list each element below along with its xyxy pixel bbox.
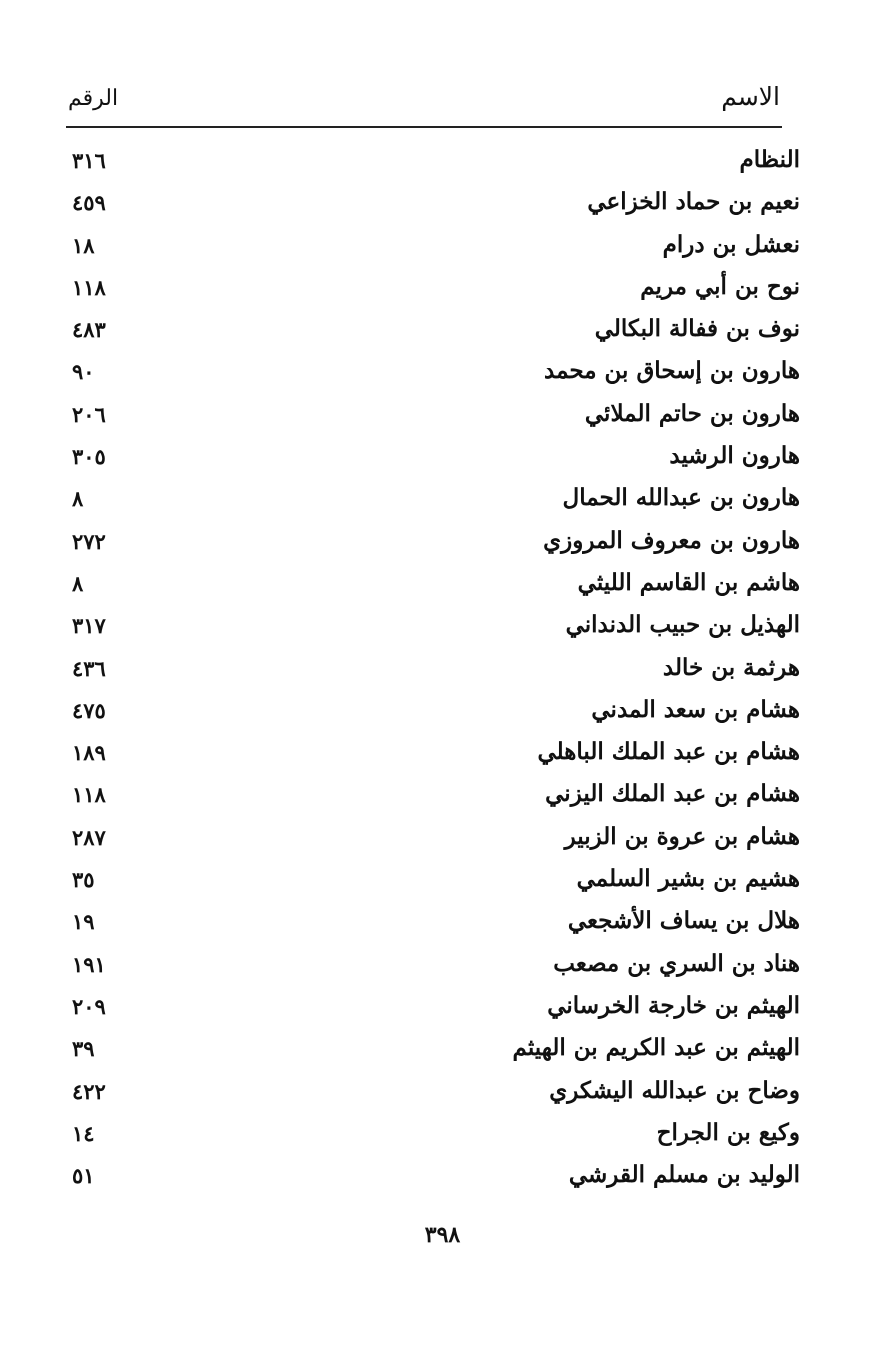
- entry-page-number: ٨: [72, 486, 84, 512]
- index-entry: [60, 859, 800, 901]
- entry-page-number: ١٨٩: [72, 740, 106, 766]
- index-entry: [60, 478, 800, 520]
- entry-name: هارون الرشيد: [669, 442, 800, 470]
- entry-page-number: ٣٥: [72, 867, 95, 893]
- entry-name: هشام بن عبد الملك الباهلي: [537, 738, 800, 766]
- entry-name: هناد بن السري بن مصعب: [553, 949, 800, 977]
- page-number: ٣٩٨: [424, 1222, 461, 1248]
- entry-name: نعشل بن درام: [662, 230, 800, 258]
- entry-page-number: ٢٠٩: [72, 993, 106, 1019]
- entry-page-number: ٥١: [72, 1163, 95, 1189]
- entry-page-number: ٤٨٣: [72, 317, 106, 343]
- index-entry: [60, 1155, 800, 1197]
- index-entry: [60, 817, 800, 859]
- entry-page-number: ٢٠٦: [72, 401, 106, 427]
- entry-name: هارون بن إسحاق بن محمد: [544, 357, 800, 385]
- index-entry: [60, 521, 800, 563]
- entry-name: هارون بن معروف المروزي: [543, 526, 800, 554]
- index-entry: [60, 1028, 800, 1070]
- index-entry: [60, 605, 800, 647]
- entry-name: هشام بن عروة بن الزبير: [564, 822, 800, 850]
- entry-name: نوح بن أبي مريم: [640, 272, 800, 300]
- entry-name: النظام: [739, 146, 800, 173]
- entry-name: وكيع بن الجراح: [656, 1118, 800, 1146]
- index-entry: [60, 182, 800, 224]
- entry-name: هارون بن عبدالله الحمال: [562, 484, 800, 512]
- name-column-heading: الاسم: [721, 82, 780, 111]
- entry-page-number: ٤٧٥: [72, 697, 106, 723]
- index-entry: [60, 732, 800, 774]
- entry-page-number: ٨: [72, 570, 84, 596]
- entry-name: هاشم بن القاسم الليثي: [577, 568, 800, 596]
- index-entry: [60, 436, 800, 478]
- index-entry: [60, 901, 800, 943]
- index-entry: [60, 140, 800, 182]
- entry-name: هشام بن سعد المدني: [591, 695, 800, 723]
- index-entry: [60, 394, 800, 436]
- index-entry: [60, 648, 800, 690]
- index-entry: [60, 309, 800, 351]
- index-entry: [60, 351, 800, 393]
- entry-name: هشيم بن بشير السلمي: [576, 865, 800, 893]
- index-entry: [60, 774, 800, 816]
- entry-page-number: ٣١٧: [72, 613, 106, 639]
- entry-page-number: ١٤: [72, 1120, 95, 1146]
- entry-name: نعيم بن حماد الخزاعي: [587, 188, 800, 216]
- index-entry: [60, 1071, 800, 1113]
- index-entry: [60, 986, 800, 1028]
- entry-page-number: ٤٣٦: [72, 655, 106, 681]
- entry-page-number: ٣٩: [72, 1036, 95, 1062]
- entry-name: هلال بن يساف الأشجعي: [567, 907, 800, 935]
- entry-name: وضاح بن عبدالله اليشكري: [549, 1076, 800, 1104]
- entry-name: هرثمة بن خالد: [662, 653, 800, 681]
- header-divider: [66, 126, 782, 128]
- entry-page-number: ٣٠٥: [72, 444, 106, 470]
- entry-page-number: ٤٢٢: [72, 1078, 106, 1104]
- index-list: [60, 140, 800, 1197]
- entry-name: نوف بن ففالة البكالي: [594, 315, 800, 343]
- entry-page-number: ٢٨٧: [72, 824, 106, 850]
- number-column-heading: الرقم: [68, 86, 119, 111]
- entry-page-number: ٣١٦: [72, 148, 106, 173]
- entry-page-number: ١٩: [72, 909, 95, 935]
- entry-page-number: ١١٨: [72, 782, 106, 808]
- index-entry: [60, 690, 800, 732]
- entry-page-number: ١٩١: [72, 951, 106, 977]
- entry-page-number: ١١٨: [72, 274, 106, 300]
- index-header: [66, 82, 782, 124]
- index-entry: [60, 267, 800, 309]
- entry-page-number: ٢٧٢: [72, 528, 106, 554]
- entry-name: هشام بن عبد الملك اليزني: [545, 780, 800, 808]
- index-entry: [60, 944, 800, 986]
- entry-name: الهيثم بن عبد الكريم بن الهيثم: [512, 1034, 800, 1062]
- entry-page-number: ١٨: [72, 232, 95, 258]
- entry-name: الهيثم بن خارجة الخرساني: [547, 991, 800, 1019]
- entry-name: هارون بن حاتم الملائي: [584, 399, 800, 427]
- index-entry: [60, 225, 800, 267]
- index-entry: [60, 1113, 800, 1155]
- entry-page-number: ٤٥٩: [72, 190, 106, 216]
- entry-name: الوليد بن مسلم القرشي: [568, 1161, 800, 1189]
- index-entry: [60, 563, 800, 605]
- entry-page-number: ٩٠: [72, 359, 95, 385]
- entry-name: الهذيل بن حبيب الدنداني: [565, 611, 800, 639]
